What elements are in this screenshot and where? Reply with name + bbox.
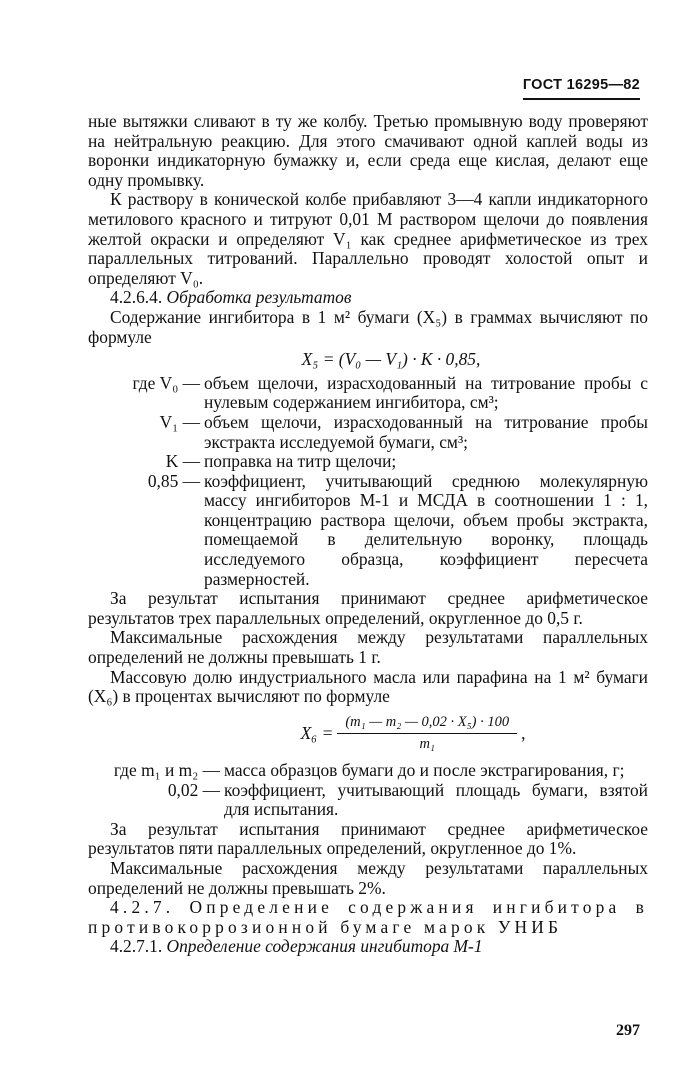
- section-title: Определение содержания ингибитора М-1: [166, 936, 483, 957]
- standard-code-header: ГОСТ 16295—82: [523, 76, 640, 100]
- legend-symbol: V₁ —: [159, 411, 200, 432]
- formula-x5-text: X₅ = (V₀ — V₁) · K · 0,85,: [301, 349, 481, 370]
- legend-symbol: где m₁ и m₂ —: [113, 760, 220, 780]
- formula-x6-lhs: X₆ =: [300, 723, 334, 744]
- legend-definition: масса образцов бумаги до и после экстрагирования, г;: [224, 760, 625, 780]
- section-number: 4.2.6.4.: [110, 287, 163, 308]
- section-427-heading: 4.2.7. Определение содержания ингибитора в противокоррозионной бумаге марок УНИБ: [88, 897, 648, 937]
- section-4271-heading: [88, 937, 648, 957]
- paragraph-formula-intro-1: Содержание ингибитора в 1 м² бумаги (X₅) в граммах вычисляют по формуле: [88, 306, 648, 347]
- legend-x5: [88, 374, 648, 590]
- paragraph-washing: ные вытяжки сливают в ту же колбу. Третью промывную воду проверяют на нейтральную реакцию. Для этого смачивают одной каплей воды из воронки индикаторную бумажку и, если среда еще кислая, делают еще одну промывку.: [88, 111, 648, 190]
- body-text: [88, 112, 648, 957]
- section-number: 4.2.7.1.: [110, 936, 163, 957]
- legend-definition: коэффициент, учитывающий среднюю молекулярную массу ингибиторов М-1 и МСДА в соотношении 1 : 1, концентрацию раствора щелочи, объем пробы экстракта, помещаемой в делительную воронку, площадь исследуемого образца, коэффициент пересчета размерностей.: [204, 470, 648, 589]
- legend-item: [88, 761, 648, 781]
- section-title: Обработка результатов: [166, 287, 352, 308]
- legend-item: [88, 781, 648, 820]
- legend-symbol: 0,02 —: [167, 779, 220, 800]
- paragraph-result-x6: За результат испытания принимают среднее арифметическое результатов пяти параллельных определений, округленное до 1%.: [88, 818, 648, 859]
- paragraph-deviation-x5: Максимальные расхождения между результатами параллельных определений не должны превышать 1 г.: [88, 627, 648, 668]
- formula-x6-denominator: m₁: [419, 736, 435, 753]
- section-4264-heading: [88, 288, 648, 308]
- legend-item: [88, 452, 648, 472]
- legend-item: [88, 413, 648, 452]
- legend-definition: объем щелочи, израсходованный на титрование пробы с нулевым содержанием ингибитора, см³;: [204, 372, 648, 413]
- paragraph-deviation-x6: Максимальные расхождения между результатами параллельных определений не должны превышать 2%.: [88, 857, 648, 898]
- paragraph-result-x5: За результат испытания принимают среднее арифметическое результатов трех параллельных определений, округленное до 0,5 г.: [88, 588, 648, 628]
- formula-x6-fraction: [337, 713, 517, 755]
- formula-x6-tail: ,: [521, 723, 526, 744]
- legend-symbol: K —: [165, 451, 200, 472]
- legend-definition: коэффициент, учитывающий площадь бумаги, взятой для испытания.: [224, 779, 648, 820]
- legend-item: [88, 472, 648, 590]
- paragraph-formula-intro-2: Массовую долю индустриального масла или парафина на 1 м² бумаги (X₆) в процентах вычисляют по формуле: [88, 666, 648, 707]
- legend-item: [88, 374, 648, 413]
- legend-symbol: 0,85 —: [147, 470, 200, 491]
- legend-definition: поправка на титр щелочи;: [204, 451, 397, 472]
- paragraph-titration: К раствору в конической колбе прибавляют 3—4 капли индикаторного метилового красного и титруют 0,01 М раствором щелочи до появления желтой окраски и определяют V₁ как среднее арифметическое из трех параллельных титрований. Параллельно проводят холостой опыт и определяют V₀.: [88, 189, 648, 288]
- formula-x6: [88, 713, 648, 755]
- legend-symbol: где V₀ —: [132, 372, 200, 393]
- formula-x5: [88, 350, 648, 370]
- legend-definition: объем щелочи, израсходованный на титрование пробы экстракта исследуемой бумаги, см³;: [204, 411, 648, 452]
- legend-x6: [88, 761, 648, 820]
- formula-x6-numerator: (m₁ — m₂ — 0,02 · X₅) · 100: [337, 713, 517, 735]
- page-number: 297: [616, 1022, 640, 1039]
